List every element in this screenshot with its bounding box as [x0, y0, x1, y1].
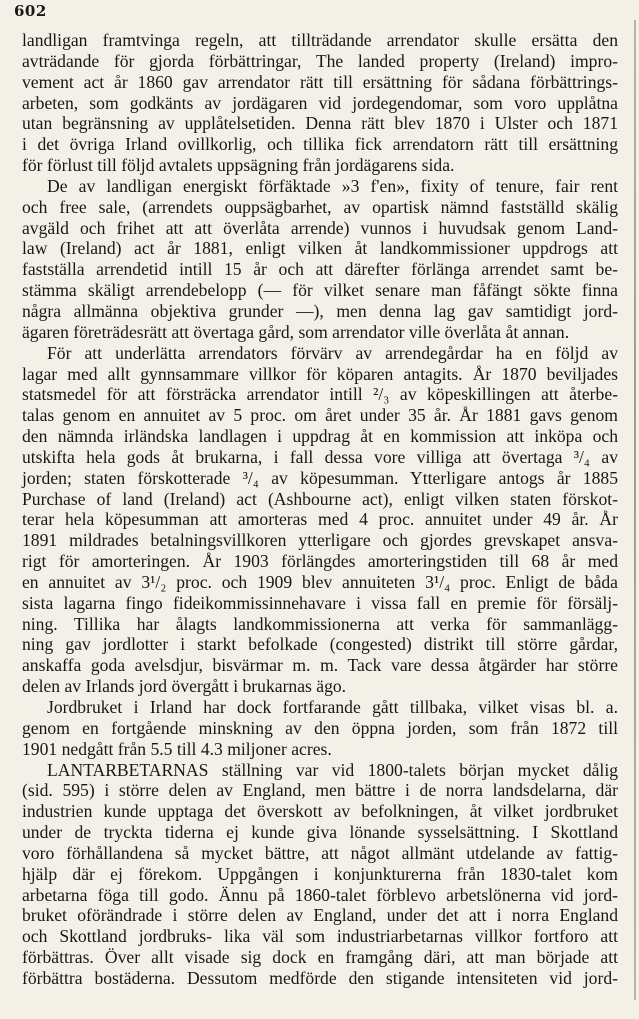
text-line: utan begränsning av upplåtelsetiden. Denna rätt blev 1870 i Ulster och 1871: [22, 113, 618, 134]
text-line: hjälp där ej förekom. Uppgången i konjunkturerna från 1830-talet kom: [22, 863, 618, 884]
text-line: den nämnda irländska landlagen i uppdrag åt en kommission att inköpa och: [22, 426, 618, 447]
text-line: avgäld och frihet att att överlåta arrende) vunnos i huvudsak genom Land-: [22, 217, 618, 238]
text-line: under de tryckta tiderna ej kunde giva lönande sysselsättning. I Skottland: [22, 822, 618, 843]
text-line: och Skottland jordbruks- lika väl som industriarbetarnas villkor fortforo att: [22, 926, 618, 947]
text-line: vement act år 1860 gav arrendator rätt till ersättning för sådana förbättrings-: [22, 71, 618, 92]
text-line: Purchase of land (Ireland) act (Ashbourne act), enligt vilken staten förskot-: [22, 488, 618, 509]
text-line: utskifta hela gods åt brukarna, i fall dessa vore villiga att övertaga ³/₄ av: [22, 446, 618, 467]
page-edge-shadow: [634, 20, 636, 1000]
text-line: 1901 nedgått från 5.5 till 4.3 miljoner acres.: [22, 738, 332, 759]
body-text: [22, 30, 618, 989]
text-line: en annuitet av 3¹/₂ proc. och 1909 blev annuiteten 3¹/₄ proc. Enligt de båda: [22, 571, 618, 592]
text-line: voro förhållandena så mycket bättre, att något allmänt utdelande av fattig-: [22, 842, 618, 863]
text-line: avträdande för gjorda förbättringar, The landed property (Ireland) impro-: [22, 50, 618, 71]
text-line: För att underlätta arrendators förvärv av arrendegårdar ha en följd av: [47, 342, 618, 363]
text-line: law (Ireland) act år 1881, enligt vilken åt landkommissioner uppdrogs att: [22, 238, 618, 259]
text-line: (sid. 595) i större delen av England, men bättre i de norra landsdelarna, där: [22, 780, 618, 801]
text-line: ning gav jordlotter i starkt befolkade (congested) distrikt till större gårdar,: [22, 634, 618, 655]
text-line: lagar med allt gynnsammare villkor för köparen antagits. År 1870 beviljades: [22, 363, 618, 384]
text-line: stämma skäligt arrendebelopp (— för vilket senare man fåfängt sökte finna: [22, 280, 618, 301]
text-line: anskaffa goda avelsdjur, bisvärmar m. m. Tack vare dessa åtgärder har större: [22, 655, 618, 676]
page-number: 602: [14, 2, 47, 20]
text-line: genom en fortgående minskning av den öppna jorden, som från 1872 till: [22, 717, 618, 738]
text-line: sista lagarna fingo fideikommissinnehavare i vissa fall en premie för försälj-: [22, 592, 618, 613]
text-line: i det övriga Irland ovillkorlig, och tillika fick arrendatorn rätt till ersättning: [22, 134, 618, 155]
text-line: De av landligan energiskt förfäktade »3 f'en», fixity of tenure, fair rent: [47, 175, 618, 196]
text-line: arbetarna föga till godo. Ännu på 1860-talet förblevo arbetslönerna vid jord-: [22, 884, 618, 905]
text-line: industrien kunde upptaga det överskott av befolkningen, åt vilket jordbruket: [22, 801, 618, 822]
text-line: jorden; staten förskotterade ³/₄ av köpesumman. Ytterligare antogs år 1885: [22, 467, 618, 488]
text-line: LANTARBETARNAS ställning var vid 1800-talets början mycket dålig: [47, 759, 618, 780]
text-line: statsmedel för att försträcka arrendator intill ²/₃ av köpeskillingen att återbe-: [22, 384, 618, 405]
text-line: talas genom en annuitet av 5 proc. om året under 35 år. År 1881 gavs genom: [22, 405, 618, 426]
text-line: förbättras. Över allt visade sig dock en framgång däri, att man började att: [22, 947, 618, 968]
text-line: arbeten, som godkänts av jordägaren vid jordegendomar, som voro upplåtna: [22, 92, 618, 113]
text-line: Jordbruket i Irland har dock fortfarande gått tillbaka, vilket visas bl. a.: [47, 697, 618, 717]
text-line: för förlust till följd avtalets uppsägning från jordägarens sida.: [22, 155, 455, 176]
text-line: och free sale, (arrendets ouppsägbarhet, av opartisk nämnd fastställd skälig: [22, 196, 618, 217]
text-line: bruket oförändrade i större delen av England, under det att i norra England: [22, 905, 618, 926]
text-line: 1891 mildrades betalningsvillkoren ytterligare och gjordes grevskapet ansva-: [22, 530, 618, 551]
text-line: delen av Irlands jord övergått i brukarnas ägo.: [22, 676, 347, 697]
text-line: rigt för amorteringen. År 1903 förlängdes amorteringstiden till 68 år med: [22, 551, 618, 572]
text-line: terar hela köpesumman att amorteras med 4 proc. annuitet under 49 år. År: [22, 509, 618, 530]
text-line: fastställa arrendetid intill 15 år och att därefter förlänga arrendet samt be-: [22, 259, 618, 280]
text-line: ning. Tillika har ålagts landkommissionerna att verka för sammanlägg-: [22, 613, 618, 634]
text-line: ägaren företrädesrätt att övertaga gård, som arrendator ville överlåta åt annan.: [22, 321, 570, 342]
text-line: några allmänna objektiva grunder —), men denna lag gav samtidigt jord-: [22, 300, 618, 321]
text-line: förbättra bostäderna. Dessutom medförde den stigande intensiteten vid jord-: [22, 967, 618, 988]
text-line: landligan framtvinga regeln, att tillträdande arrendator skulle ersätta den: [22, 30, 618, 50]
